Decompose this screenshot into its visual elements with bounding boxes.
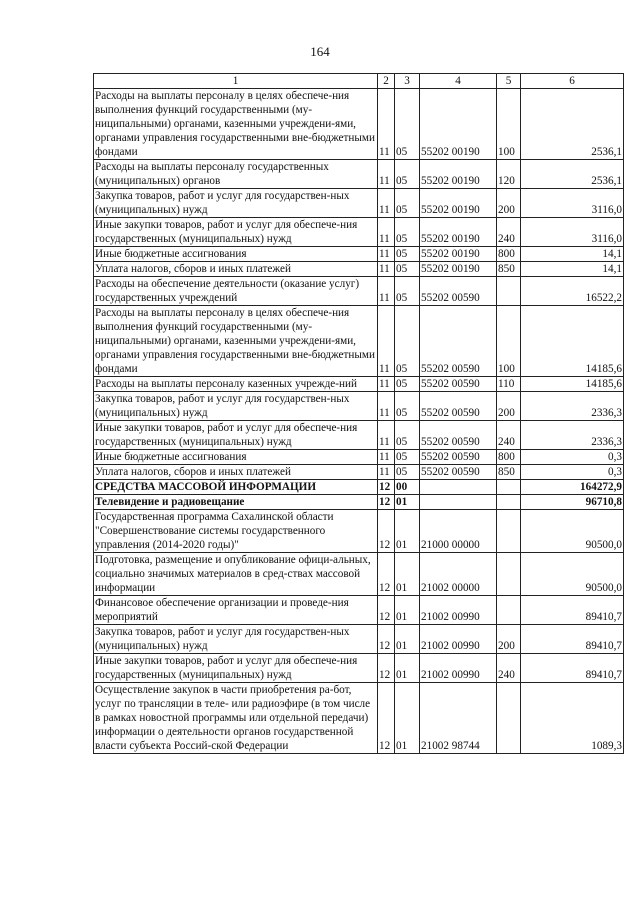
cell-rz: 12 xyxy=(378,510,395,553)
table-row xyxy=(94,480,624,495)
cell-vr: 800 xyxy=(497,247,521,262)
cell-name: Расходы на выплаты персоналу в целях обеспече-ния выполнения функций государственными (му-ниципальными) органами, казенными учреждени-ями, органами управления государственными вне-бюджетными фондами xyxy=(94,306,378,377)
cell-pr: 05 xyxy=(395,89,420,160)
cell-pr: 05 xyxy=(395,421,420,450)
cell-pr: 01 xyxy=(395,654,420,683)
cell-sum: 3116,0 xyxy=(521,189,624,218)
cell-csr: 21002 00990 xyxy=(420,625,497,654)
cell-csr: 55202 00590 xyxy=(420,392,497,421)
cell-pr: 05 xyxy=(395,262,420,277)
cell-sum: 2536,1 xyxy=(521,160,624,189)
cell-vr: 200 xyxy=(497,189,521,218)
cell-name: СРЕДСТВА МАССОВОЙ ИНФОРМАЦИИ xyxy=(94,480,378,495)
cell-name: Осуществление закупок в части приобретения ра-бот, услуг по трансляции в теле- или радиоэфире (в том числе в рамках новостной программы или отдельной передачи) информации о деятельности органов государственной власти субъекта Россий-ской Федерации xyxy=(94,683,378,754)
cell-rz: 12 xyxy=(378,480,395,495)
table-row xyxy=(94,377,624,392)
cell-rz: 11 xyxy=(378,465,395,480)
cell-name: Финансовое обеспечение организации и проведе-ния мероприятий xyxy=(94,596,378,625)
cell-vr: 850 xyxy=(497,465,521,480)
cell-name: Закупка товаров, работ и услуг для государствен-ных (муниципальных) нужд xyxy=(94,625,378,654)
cell-vr: 800 xyxy=(497,450,521,465)
cell-rz: 12 xyxy=(378,553,395,596)
cell-sum: 96710,8 xyxy=(521,495,624,510)
table-row xyxy=(94,421,624,450)
cell-csr: 55202 00190 xyxy=(420,160,497,189)
cell-vr: 240 xyxy=(497,218,521,247)
cell-name: Государственная программа Сахалинской области "Совершенствование системы государственного управления (2014-2020 годы)" xyxy=(94,510,378,553)
cell-vr: 120 xyxy=(497,160,521,189)
table-row xyxy=(94,465,624,480)
table-row xyxy=(94,654,624,683)
cell-sum: 14185,6 xyxy=(521,306,624,377)
cell-csr: 55202 00590 xyxy=(420,277,497,306)
table-row xyxy=(94,596,624,625)
cell-sum: 14185,6 xyxy=(521,377,624,392)
table-row xyxy=(94,306,624,377)
cell-pr: 05 xyxy=(395,218,420,247)
cell-rz: 11 xyxy=(378,450,395,465)
cell-vr: 850 xyxy=(497,262,521,277)
cell-rz: 12 xyxy=(378,495,395,510)
cell-rz: 11 xyxy=(378,392,395,421)
cell-rz: 11 xyxy=(378,377,395,392)
table-header-row xyxy=(94,74,624,89)
cell-name: Иные бюджетные ассигнования xyxy=(94,450,378,465)
cell-csr: 55202 00590 xyxy=(420,306,497,377)
table-row xyxy=(94,277,624,306)
cell-name: Расходы на выплаты персоналу государственных (муниципальных) органов xyxy=(94,160,378,189)
cell-csr xyxy=(420,480,497,495)
header-cell: 5 xyxy=(497,74,521,89)
cell-sum: 90500,0 xyxy=(521,553,624,596)
cell-vr xyxy=(497,596,521,625)
cell-name: Подготовка, размещение и опубликование офици-альных, социально значимых материалов в сред-ствах массовой информации xyxy=(94,553,378,596)
table-row xyxy=(94,683,624,754)
cell-rz: 11 xyxy=(378,160,395,189)
cell-pr: 05 xyxy=(395,450,420,465)
header-cell: 6 xyxy=(521,74,624,89)
cell-csr: 55202 00590 xyxy=(420,421,497,450)
cell-rz: 11 xyxy=(378,247,395,262)
cell-sum: 89410,7 xyxy=(521,654,624,683)
table-row xyxy=(94,625,624,654)
cell-rz: 12 xyxy=(378,654,395,683)
cell-vr xyxy=(497,480,521,495)
cell-name: Иные закупки товаров, работ и услуг для обеспече-ния государственных (муниципальных) нужд xyxy=(94,421,378,450)
cell-rz: 12 xyxy=(378,596,395,625)
cell-pr: 05 xyxy=(395,277,420,306)
cell-pr: 01 xyxy=(395,596,420,625)
header-cell: 4 xyxy=(420,74,497,89)
cell-vr xyxy=(497,683,521,754)
cell-csr xyxy=(420,495,497,510)
cell-sum: 0,3 xyxy=(521,450,624,465)
cell-name: Уплата налогов, сборов и иных платежей xyxy=(94,262,378,277)
cell-vr: 100 xyxy=(497,89,521,160)
cell-rz: 11 xyxy=(378,189,395,218)
cell-name: Иные закупки товаров, работ и услуг для обеспече-ния государственных (муниципальных) нужд xyxy=(94,218,378,247)
table-row xyxy=(94,392,624,421)
cell-sum: 2336,3 xyxy=(521,392,624,421)
cell-csr: 21002 00990 xyxy=(420,654,497,683)
cell-vr: 200 xyxy=(497,625,521,654)
cell-vr: 240 xyxy=(497,421,521,450)
cell-vr: 110 xyxy=(497,377,521,392)
table-row xyxy=(94,247,624,262)
cell-sum: 89410,7 xyxy=(521,596,624,625)
cell-pr: 05 xyxy=(395,465,420,480)
header-cell: 2 xyxy=(378,74,395,89)
cell-pr: 00 xyxy=(395,480,420,495)
cell-pr: 05 xyxy=(395,247,420,262)
cell-sum: 14,1 xyxy=(521,247,624,262)
cell-csr: 55202 00190 xyxy=(420,189,497,218)
cell-pr: 05 xyxy=(395,377,420,392)
cell-csr: 21000 00000 xyxy=(420,510,497,553)
cell-rz: 12 xyxy=(378,683,395,754)
header-cell: 3 xyxy=(395,74,420,89)
cell-csr: 55202 00190 xyxy=(420,89,497,160)
table-row xyxy=(94,160,624,189)
header-cell: 1 xyxy=(94,74,378,89)
cell-pr: 05 xyxy=(395,189,420,218)
cell-csr: 55202 00190 xyxy=(420,247,497,262)
cell-rz: 11 xyxy=(378,89,395,160)
cell-sum: 2336,3 xyxy=(521,421,624,450)
table-row xyxy=(94,450,624,465)
page-number: 164 xyxy=(310,44,330,59)
cell-sum: 0,3 xyxy=(521,465,624,480)
cell-sum: 90500,0 xyxy=(521,510,624,553)
cell-vr xyxy=(497,495,521,510)
cell-rz: 11 xyxy=(378,262,395,277)
cell-csr: 55202 00590 xyxy=(420,377,497,392)
cell-pr: 01 xyxy=(395,495,420,510)
cell-csr: 55202 00190 xyxy=(420,262,497,277)
table-row xyxy=(94,262,624,277)
cell-rz: 11 xyxy=(378,306,395,377)
cell-pr: 01 xyxy=(395,683,420,754)
table-row xyxy=(94,189,624,218)
cell-name: Расходы на выплаты персоналу в целях обеспече-ния выполнения функций государственными (му-ниципальными) органами, казенными учреждени-ями, органами управления государственными вне-бюджетными фондами xyxy=(94,89,378,160)
cell-sum: 16522,2 xyxy=(521,277,624,306)
cell-name: Расходы на обеспечение деятельности (оказание услуг) государственных учреждений xyxy=(94,277,378,306)
cell-rz: 11 xyxy=(378,421,395,450)
table-row xyxy=(94,553,624,596)
cell-pr: 05 xyxy=(395,392,420,421)
table-row xyxy=(94,218,624,247)
cell-sum: 1089,3 xyxy=(521,683,624,754)
cell-csr: 55202 00590 xyxy=(420,465,497,480)
cell-rz: 11 xyxy=(378,218,395,247)
cell-name: Иные закупки товаров, работ и услуг для обеспече-ния государственных (муниципальных) нужд xyxy=(94,654,378,683)
cell-csr: 55202 00190 xyxy=(420,218,497,247)
cell-vr xyxy=(497,277,521,306)
cell-csr: 55202 00590 xyxy=(420,450,497,465)
table-row xyxy=(94,89,624,160)
cell-name: Иные бюджетные ассигнования xyxy=(94,247,378,262)
cell-pr: 05 xyxy=(395,306,420,377)
cell-csr: 21002 00000 xyxy=(420,553,497,596)
cell-name: Закупка товаров, работ и услуг для государствен-ных (муниципальных) нужд xyxy=(94,392,378,421)
cell-pr: 01 xyxy=(395,510,420,553)
cell-sum: 89410,7 xyxy=(521,625,624,654)
cell-pr: 01 xyxy=(395,625,420,654)
table-row xyxy=(94,495,624,510)
cell-vr: 200 xyxy=(497,392,521,421)
cell-rz: 12 xyxy=(378,625,395,654)
cell-csr: 21002 00990 xyxy=(420,596,497,625)
cell-vr: 100 xyxy=(497,306,521,377)
cell-name: Закупка товаров, работ и услуг для государствен-ных (муниципальных) нужд xyxy=(94,189,378,218)
cell-name: Уплата налогов, сборов и иных платежей xyxy=(94,465,378,480)
cell-sum: 2536,1 xyxy=(521,89,624,160)
cell-rz: 11 xyxy=(378,277,395,306)
cell-name: Расходы на выплаты персоналу казенных учрежде-ний xyxy=(94,377,378,392)
cell-sum: 164272,9 xyxy=(521,480,624,495)
table-row xyxy=(94,510,624,553)
cell-name: Телевидение и радиовещание xyxy=(94,495,378,510)
cell-sum: 14,1 xyxy=(521,262,624,277)
cell-pr: 01 xyxy=(395,553,420,596)
cell-sum: 3116,0 xyxy=(521,218,624,247)
cell-vr xyxy=(497,553,521,596)
cell-vr xyxy=(497,510,521,553)
cell-pr: 05 xyxy=(395,160,420,189)
budget-table xyxy=(93,73,624,754)
cell-csr: 21002 98744 xyxy=(420,683,497,754)
cell-vr: 240 xyxy=(497,654,521,683)
